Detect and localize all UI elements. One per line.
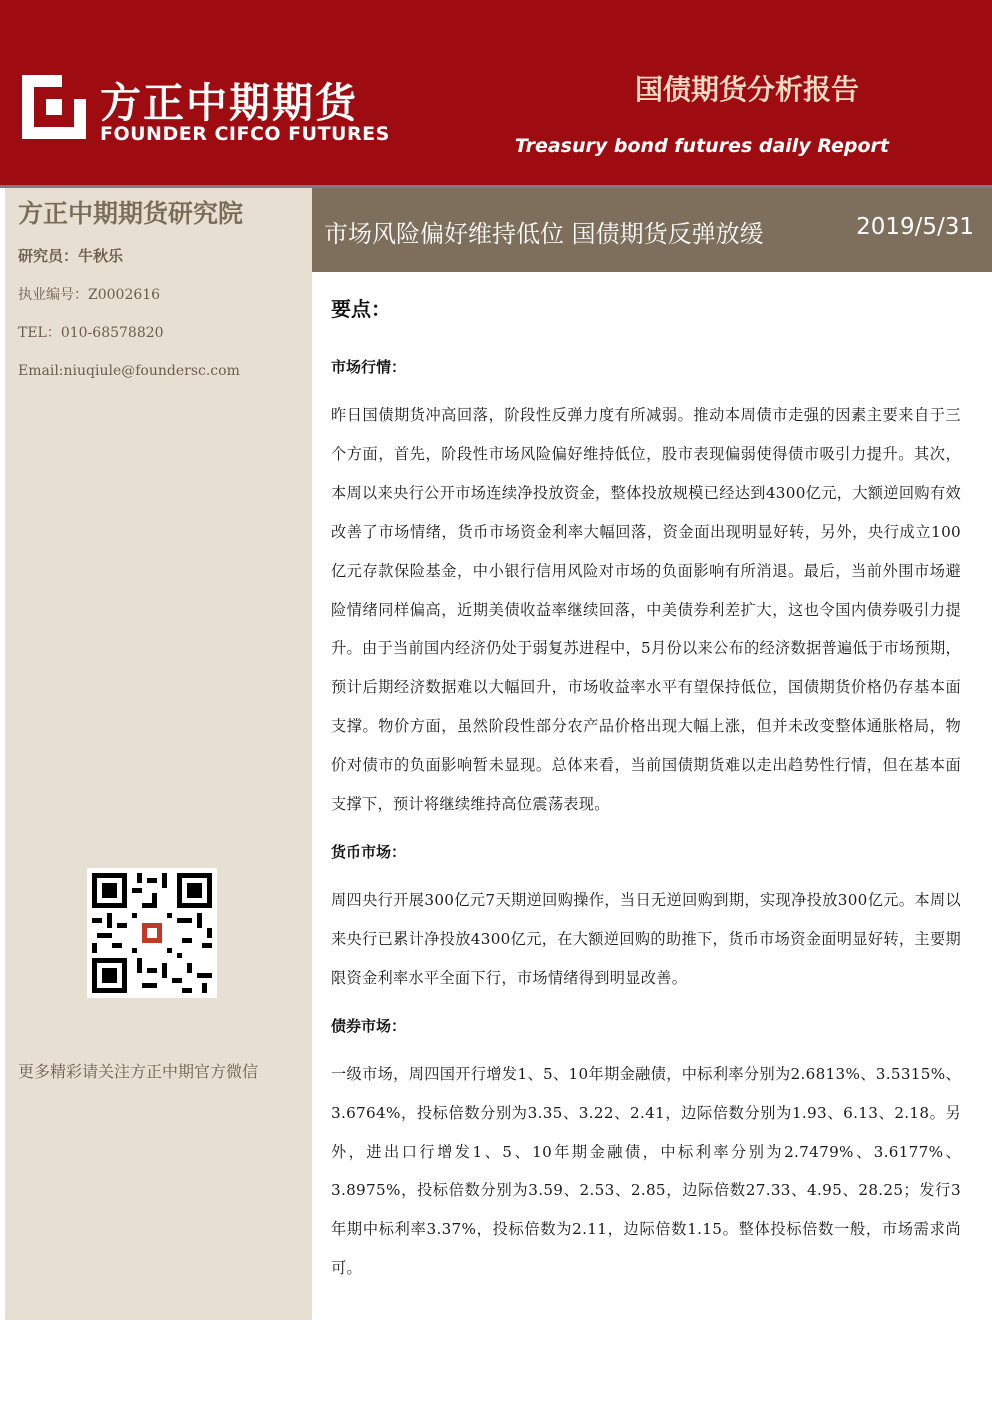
qr-code-icon [87, 868, 217, 998]
main-content [331, 285, 961, 1305]
section-body-money-market: 周四央行开展300亿元7天期逆回购操作，当日无逆回购到期，实现净投放300亿元。本周以来央行已累计净投放4300亿元，在大额逆回购的助推下，货币市场资金面明显好转，主要期限资金利率水平全面下行，市场情绪得到明显改善。 [331, 890, 961, 987]
report-type-en: Treasury bond futures daily Report [514, 135, 889, 157]
title-bar [312, 188, 992, 272]
section-body-bond-market: 一级市场，周四国开行增发1、5、10年期金融债，中标利率分别为2.6813%、3.5315%、3.6764%，投标倍数分别为3.35、3.22、2.41，边际倍数分别为1.93、6.13、2.18。另外，进出口行增发1、5、10年期金融债，中标利率分别为2.7479%、3.6177%、3.8975%，投标倍数分别为3.59、2.53、2.85，边际倍数27.33、4.95、28.25；发行3年期中标利率3.37%，投标倍数为2.11，边际倍数1.15。整体投标倍数一般，市场需求尚可。 [331, 1064, 961, 1278]
license-number: 执业编号：Z0002616 [18, 287, 161, 303]
company-logo-en: FOUNDER CIFCO FUTURES [100, 123, 390, 145]
report-type: 国债期货分析报告 [634, 73, 859, 106]
section-title-money-market: 货币市场： [331, 842, 407, 861]
section-title-market: 市场行情： [331, 358, 407, 376]
email-link[interactable]: Email:niuqiule@foundersc.com [18, 363, 240, 379]
company-logo-cn: 方正中期期货 [100, 79, 358, 127]
section-title-bond-market: 债券市场： [331, 1016, 407, 1035]
key-points-title: 要点： [331, 297, 391, 321]
analyst-name: 研究员：牛秋乐 [18, 247, 124, 265]
section-body-market: 昨日国债期货冲高回落，阶段性反弹力度有所减弱。推动本周债市走强的因素主要来自于三个方面，首先，阶段性市场风险偏好维持低位，股市表现偏弱使得债市吸引力提升。其次，本周以来央行公开市场连续净投放资金，整体投放规模已经达到4300亿元，大额逆回购有效改善了市场情绪，货币市场资金利率大幅回落，资金面出现明显好转，另外，央行成立100亿元存款保险基金，中小银行信用风险对市场的负面影响有所消退。最后，当前外围市场避险情绪同样偏高，近期美债收益率继续回落，中美债券利差扩大，这也令国内债券吸引力提升。由于当前国内经济仍处于弱复苏进程中，5月份以来公布的经济数据普遍低于市场预期，预计后期经济数据难以大幅回升，市场收益率水平有望保持低位，国债期货价格仍存基本面支撑。物价方面，虽然阶段性部分农产品价格出现大幅上涨，但并未改变整体通胀格局，物价对债市的负面影响暂未显现。总体来看，当前国债期货难以走出趋势性行情，但在基本面支撑下，预计将继续维持高位震荡表现。 [331, 406, 961, 814]
institute-name: 方正中期期货研究院 [18, 199, 244, 228]
follow-wechat-text: 更多精彩请关注方正中期官方微信 [18, 1062, 259, 1081]
report-date: 2019/5/31 [856, 214, 974, 240]
sidebar [5, 188, 312, 1320]
report-headline: 市场风险偏好维持低位 国债期货反弹放缓 [324, 220, 764, 248]
header-banner [0, 0, 992, 188]
founder-logo-icon [22, 75, 86, 139]
tel: TEL：010-68578820 [18, 325, 164, 341]
